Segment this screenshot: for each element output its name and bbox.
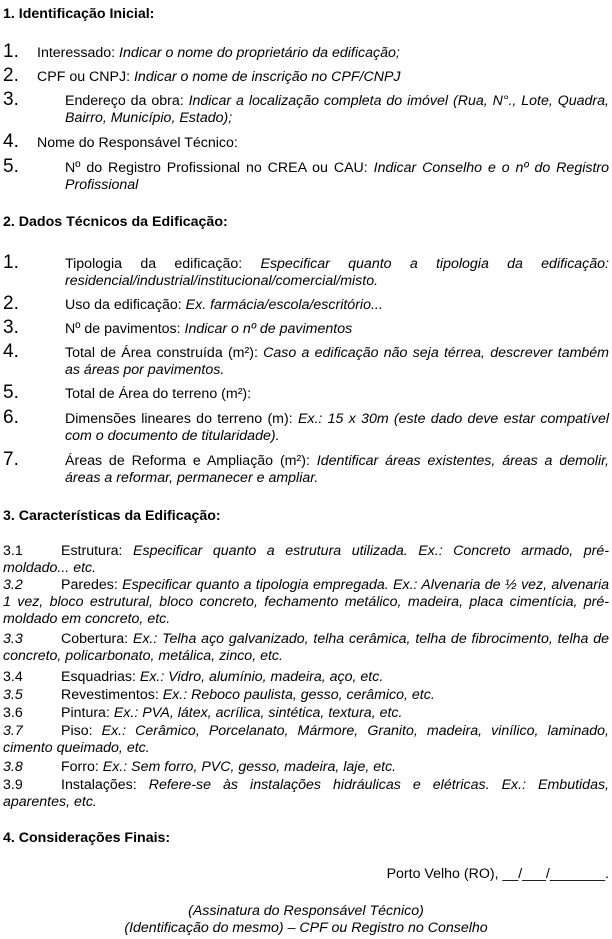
list-item xyxy=(0,407,609,445)
item-label: Tipologia da edificação: xyxy=(65,256,261,272)
item-number: 1. xyxy=(3,41,19,62)
item-hint: Ex.: PVA, látex, acrílica, sintética, textura, etc. xyxy=(113,705,403,721)
item-number: 7. xyxy=(3,449,19,470)
item-hint: Ex. farmácia/escola/escritório... xyxy=(185,297,383,313)
section-4-title: 4. Considerações Finais: xyxy=(3,830,171,846)
item-label: Piso: xyxy=(61,723,102,739)
signature-caption: (Assinatura do Responsável Técnico) xyxy=(188,903,424,919)
item-number: 5. xyxy=(3,382,19,403)
item-hint: Ex.: Sem forro, PVC, gesso, madeira, laje, etc. xyxy=(102,759,397,775)
item-hint: Identificar áreas existentes, áreas a demolir, áreas a reformar, permanecer e ampliar. xyxy=(65,453,609,486)
list-item xyxy=(3,705,609,722)
section-3-title: 3. Características da Edificação: xyxy=(3,508,221,524)
section-2-title: 2. Dados Técnicos da Edificação: xyxy=(3,214,228,230)
list-item xyxy=(3,631,609,665)
item-label: Esquadrias: xyxy=(61,669,140,685)
item-hint: Ex.: Cerâmico, Porcelanato, Mármore, Granito, madeira, vinílico, laminado, cimento queimado, etc. xyxy=(3,723,609,756)
item-label: Uso da edificação: xyxy=(65,297,186,313)
item-number: 3.4 xyxy=(3,669,23,685)
item-hint: Indicar o nome de inscrição no CPF/CNPJ xyxy=(133,69,401,85)
list-item xyxy=(3,543,609,577)
item-number: 6. xyxy=(3,407,19,428)
item-label: Interessado: xyxy=(37,45,120,61)
list-item xyxy=(0,41,609,62)
item-hint: Refere-se às instalações hidráulicas e elétricas. Ex.: Embutidas, aparentes, etc. xyxy=(3,777,609,810)
list-item xyxy=(0,341,610,379)
item-hint: Indicar Conselho e o nº do Registro Profissional xyxy=(65,160,610,193)
item-hint: Especificar quanto a tipologia empregada. Ex.: Alvenaria de ½ vez, alvenaria 1 vez, bloco estrutural, bloco concreto, fechamento metálico, madeira, placa cimentícia, pré-moldado em concreto, etc. xyxy=(3,577,609,627)
item-hint: Especificar quanto a tipologia da edificação: residencial/industrial/institucional/comercial/misto. xyxy=(65,256,609,289)
list-item xyxy=(0,252,609,290)
item-label: Estrutura: xyxy=(61,543,134,559)
item-number: 3.6 xyxy=(3,705,23,721)
item-label: Cobertura: xyxy=(61,631,133,647)
list-item xyxy=(0,317,609,338)
signature-identification: (Identificação do mesmo) – CPF ou Registro no Conselho xyxy=(124,920,488,936)
list-item xyxy=(0,65,609,86)
list-item xyxy=(0,449,609,487)
item-hint: Indicar o nome do proprietário da edificação; xyxy=(119,45,400,61)
item-number: 2. xyxy=(3,293,19,314)
item-number: 4. xyxy=(3,341,19,362)
list-item xyxy=(0,156,610,194)
item-number: 5. xyxy=(3,156,19,177)
item-label: Nome do Responsável Técnico: xyxy=(37,135,238,151)
item-number: 3.1 xyxy=(3,543,23,559)
item-number: 3.2 xyxy=(3,577,23,593)
item-number: 1. xyxy=(3,252,19,273)
item-label: Total de Área construída (m²): xyxy=(65,345,264,361)
section-1-title: 1. Identificação Inicial: xyxy=(3,6,155,22)
list-item xyxy=(0,89,609,127)
item-hint: Indicar o nº de pavimentos xyxy=(184,321,353,337)
list-item xyxy=(3,687,609,704)
item-number: 3. xyxy=(3,89,19,110)
item-hint: Caso a edificação não seja térrea, descrever também as áreas por pavimentos. xyxy=(65,345,610,378)
item-label: Nº de pavimentos: xyxy=(65,321,185,337)
item-number: 3.3 xyxy=(3,631,23,647)
item-label: Forro: xyxy=(61,759,103,775)
item-label: Dimensões lineares do terreno (m): xyxy=(65,411,298,427)
item-number: 3.7 xyxy=(3,723,23,739)
list-item xyxy=(0,293,609,314)
list-item xyxy=(3,723,609,757)
item-hint: Ex.: Telha aço galvanizado, telha cerâmica, telha de fibrocimento, telha de concreto, policarbonato, metálica, zinco, etc. xyxy=(3,631,609,664)
item-label: Total de Área do terreno (m²): xyxy=(65,386,252,402)
item-number: 3.9 xyxy=(3,777,23,793)
list-item xyxy=(3,577,609,628)
item-label: Revestimentos: xyxy=(61,687,163,703)
item-number: 3.8 xyxy=(3,759,23,775)
item-label: CPF ou CNPJ: xyxy=(37,69,134,85)
item-label: Pintura: xyxy=(61,705,114,721)
item-hint: Ex.: Reboco paulista, gesso, cerâmico, etc. xyxy=(162,687,435,703)
item-number: 2. xyxy=(3,65,19,86)
item-number: 4. xyxy=(3,131,19,152)
item-label: Nº do Registro Profissional no CREA ou CAU: xyxy=(65,160,374,176)
item-number: 3.5 xyxy=(3,687,23,703)
place-date-line: Porto Velho (RO), __/___/_______. xyxy=(386,866,609,882)
item-label: Endereço da obra: xyxy=(65,93,189,109)
item-number: 3. xyxy=(3,317,19,338)
item-label: Áreas de Reforma e Ampliação (m²): xyxy=(65,453,317,469)
item-hint: Indicar a localização completa do imóvel (Rua, N°., Lote, Quadra, Bairro, Município, Estado); xyxy=(65,93,609,126)
list-item xyxy=(3,759,609,776)
list-item xyxy=(0,131,609,152)
list-item xyxy=(3,777,609,811)
list-item xyxy=(3,669,609,686)
item-hint: Especificar quanto a estrutura utilizada. Ex.: Concreto armado, pré-moldado... etc. xyxy=(3,543,609,576)
item-hint: Ex.: 15 x 30m (este dado deve estar compatível com o documento de titularidade). xyxy=(65,411,609,444)
item-label: Paredes: xyxy=(61,577,123,593)
list-item xyxy=(0,382,609,403)
item-label: Instalações: xyxy=(61,777,149,793)
item-hint: Ex.: Vidro, alumínio, madeira, aço, etc. xyxy=(139,669,384,685)
